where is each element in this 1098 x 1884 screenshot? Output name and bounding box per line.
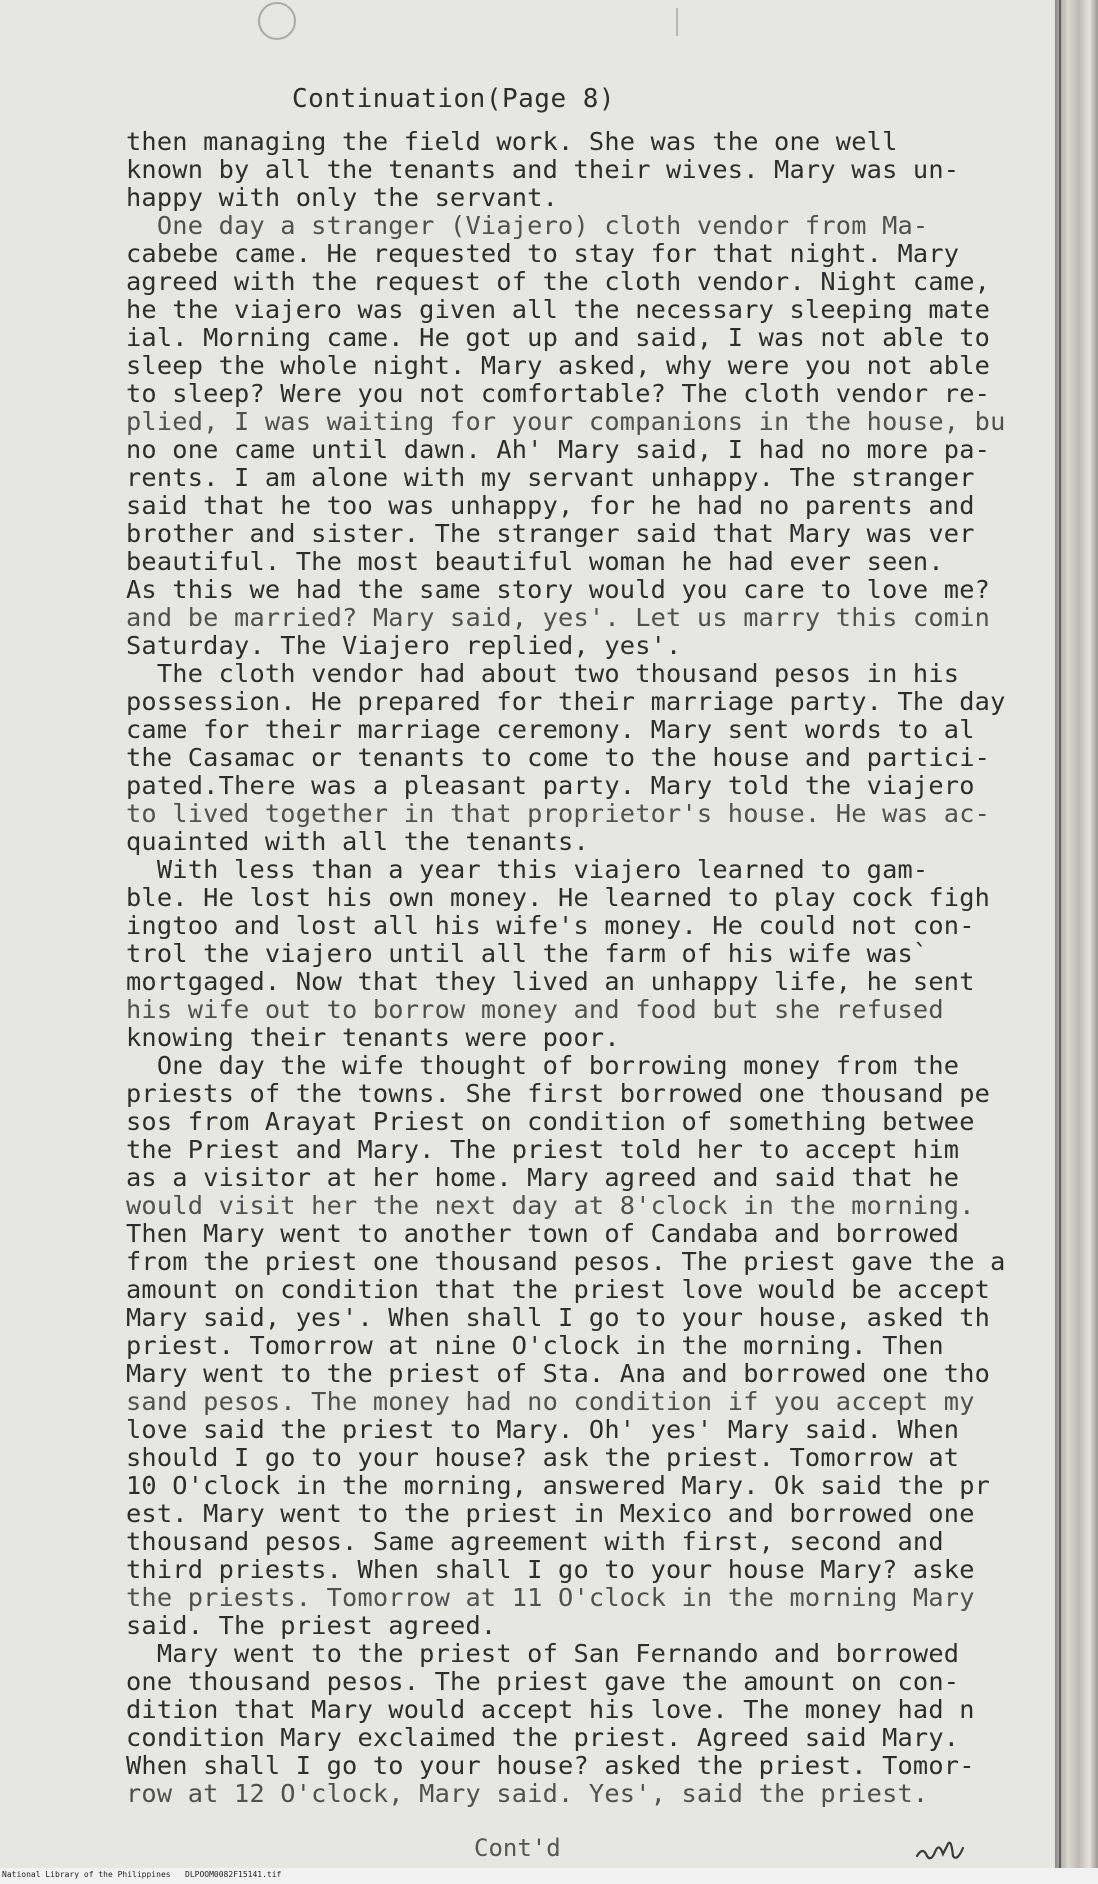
text-line: third priests. When shall I go to your house Mary? aske [126,1556,975,1584]
text-line: Mary went to the priest of Sta. Ana and borrowed one tho [126,1360,991,1388]
pencil-mark [676,8,686,36]
text-line: Mary said, yes'. When shall I go to your house, asked th [126,1304,991,1332]
text-line: Mary went to the priest of San Fernando and borrowed [126,1640,960,1668]
text-line: no one came until dawn. Ah' Mary said, I had no more pa- [126,436,991,464]
text-line: dition that Mary would accept his love. The money had n [126,1696,975,1724]
text-line: as a visitor at her home. Mary agreed and said that he [126,1164,960,1192]
text-line: known by all the tenants and their wives. Mary was un- [126,156,960,184]
text-line: With less than a year this viajero learned to gam- [126,856,929,884]
text-line: his wife out to borrow money and food but she refused [126,996,944,1024]
text-line: quainted with all the tenants. [126,828,589,856]
text-line: amount on condition that the priest love would be accept [126,1276,991,1304]
text-line: said that he too was unhappy, for he had no parents and [126,492,975,520]
text-line: When shall I go to your house? asked the priest. Tomor- [126,1752,975,1780]
text-line: the Priest and Mary. The priest told her to accept him [126,1136,960,1164]
text-line: mortgaged. Now that they lived an unhappy life, he sent [126,968,975,996]
text-line: thousand pesos. Same agreement with first, second and [126,1528,944,1556]
text-line: row at 12 O'clock, Mary said. Yes', said the priest. [126,1780,929,1808]
text-line: said. The priest agreed. [126,1612,497,1640]
text-line: knowing their tenants were poor. [126,1024,620,1052]
text-line: he the viajero was given all the necessary sleeping mate [126,296,991,324]
text-line: the priests. Tomorrow at 11 O'clock in the morning Mary [126,1584,975,1612]
text-line: to lived together in that proprietor's house. He was ac- [126,800,991,828]
text-line: rents. I am alone with my servant unhappy. The stranger [126,464,975,492]
text-line: should I go to your house? ask the priest. Tomorrow at [126,1444,960,1472]
text-line: pated.There was a pleasant party. Mary told the viajero [126,772,975,800]
text-line: agreed with the request of the cloth vendor. Night came, [126,268,991,296]
text-line: priests of the towns. She first borrowed one thousand pe [126,1080,991,1108]
handwritten-initials [913,1826,971,1866]
text-line: The cloth vendor had about two thousand pesos in his [126,660,960,688]
text-line: priest. Tomorrow at nine O'clock in the morning. Then [126,1332,944,1360]
text-line: One day the wife thought of borrowing money from the [126,1052,960,1080]
text-line: trol the viajero until all the farm of his wife was` [126,940,929,968]
continued-note: Cont'd [474,1834,561,1862]
text-line: ble. He lost his own money. He learned to play cock figh [126,884,991,912]
text-line: ingtoo and lost all his wife's money. He could not con- [126,912,975,940]
text-line: the Casamac or tenants to come to the house and partici- [126,744,991,772]
text-line: would visit her the next day at 8'clock in the morning. [126,1192,975,1220]
text-line: possession. He prepared for their marriage party. The day [126,688,1006,716]
binding-edge [1055,0,1098,1868]
text-line: then managing the field work. She was the one well [126,128,898,156]
text-line: from the priest one thousand pesos. The priest gave the a [126,1248,1006,1276]
text-line: happy with only the servant. [126,184,559,212]
text-line: 10 O'clock in the morning, answered Mary. Ok said the pr [126,1472,991,1500]
text-line: sos from Arayat Priest on condition of something betwee [126,1108,975,1136]
text-line: sleep the whole night. Mary asked, why were you not able [126,352,991,380]
text-line: one thousand pesos. The priest gave the amount on con- [126,1668,960,1696]
typed-text-body [126,128,1056,1808]
text-line: sand pesos. The money had no condition if you accept my [126,1388,975,1416]
text-line: As this we had the same story would you care to love me? [126,576,991,604]
footer-text: National Library of the Philippines DLPOOM0082F15141.tif [2,1870,282,1879]
text-line: ial. Morning came. He got up and said, I was not able to [126,324,991,352]
text-line: to sleep? Were you not comfortable? The cloth vendor re- [126,380,991,408]
text-line: beautiful. The most beautiful woman he had ever seen. [126,548,944,576]
text-line: condition Mary exclaimed the priest. Agreed said Mary. [126,1724,960,1752]
scan-footer [0,1868,1098,1884]
text-line: est. Mary went to the priest in Mexico and borrowed one [126,1500,975,1528]
text-line: Then Mary went to another town of Candaba and borrowed [126,1220,960,1248]
text-line: Saturday. The Viajero replied, yes'. [126,632,682,660]
text-line: cabebe came. He requested to stay for that night. Mary [126,240,960,268]
text-line: plied, I was waiting for your companions in the house, bu [126,408,1006,436]
text-line: came for their marriage ceremony. Mary sent words to al [126,716,975,744]
page-heading: Continuation(Page 8) [292,84,616,114]
stamp-mark [258,2,296,40]
text-line: brother and sister. The stranger said that Mary was ver [126,520,975,548]
text-line: and be married? Mary said, yes'. Let us marry this comin [126,604,991,632]
text-line: One day a stranger (Viajero) cloth vendor from Ma- [126,212,929,240]
text-line: love said the priest to Mary. Oh' yes' Mary said. When [126,1416,960,1444]
